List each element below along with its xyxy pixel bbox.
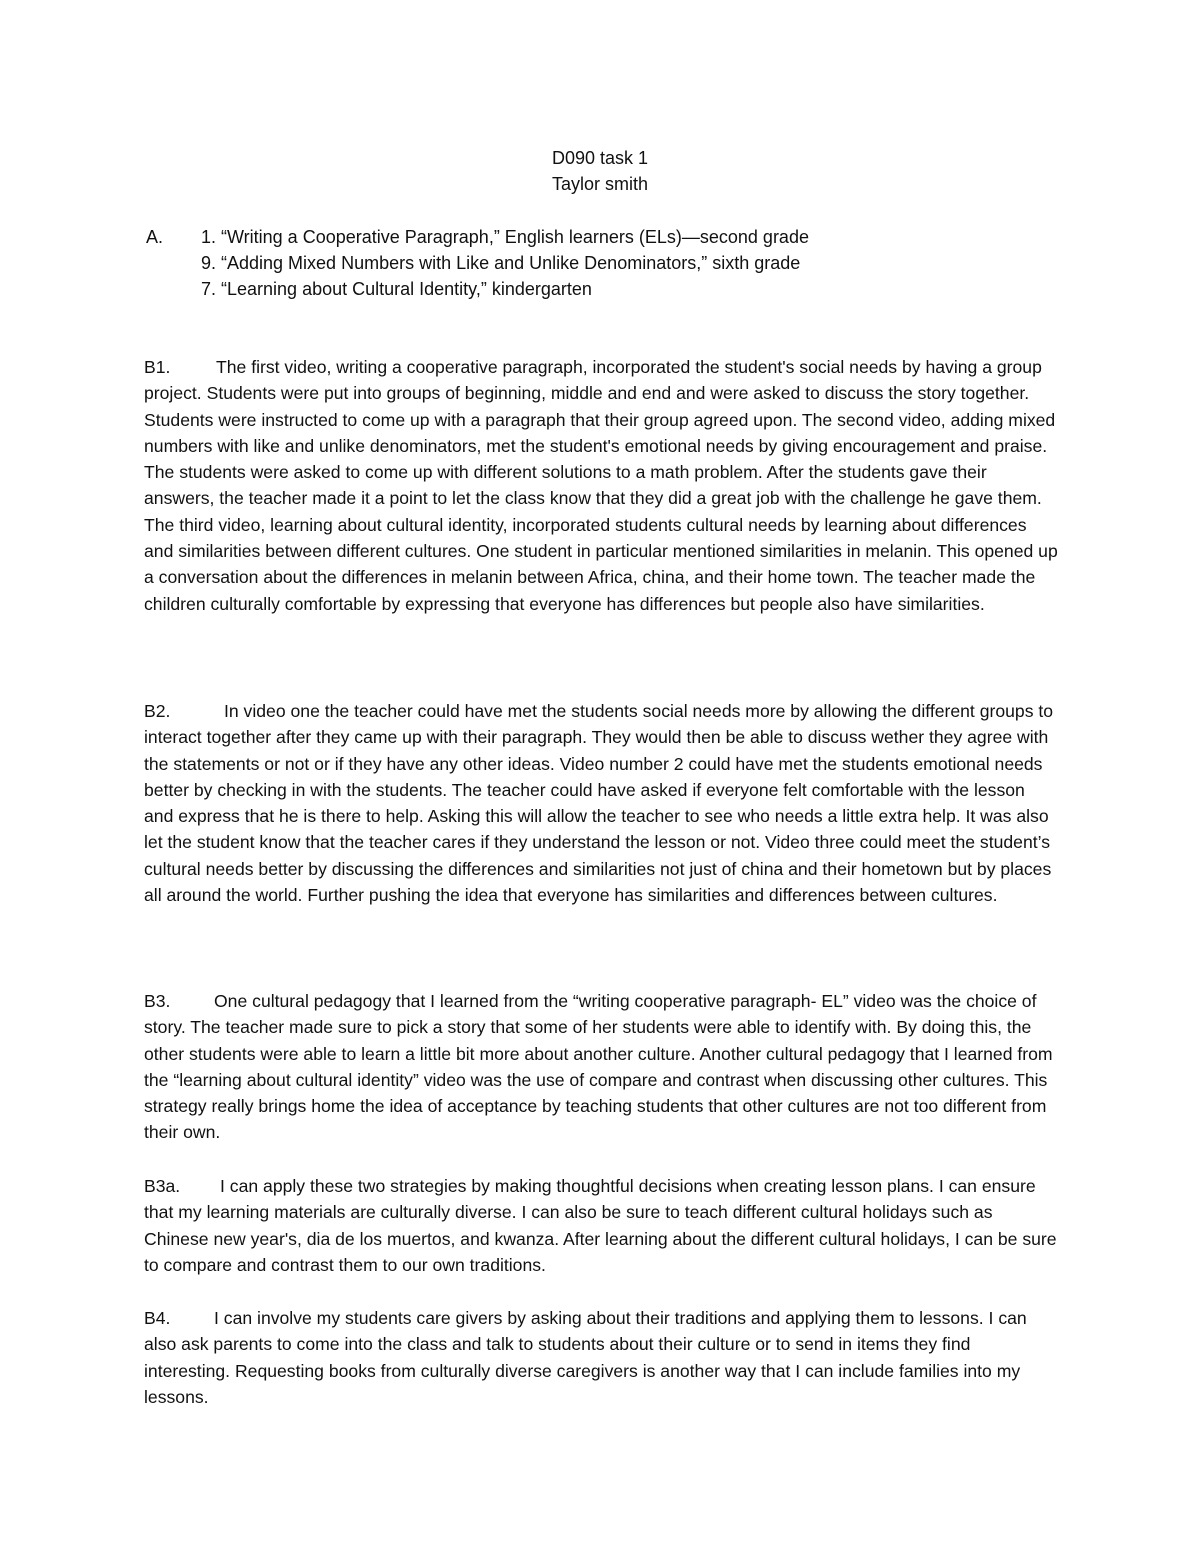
list-item: 9. “Adding Mixed Numbers with Like and Unlike Denominators,” sixth grade bbox=[201, 253, 801, 273]
section-text: I can apply these two strategies by making thoughtful decisions when creating lesson plans. I can ensure that my learning materials are culturally diverse. I can also be sure to teach different cultural holidays such as Chinese new year's, dia de los muertos, and kwanza. After learning about the different cultural holidays, I can be sure to compare and contrast them to our own traditions. bbox=[144, 1176, 1057, 1275]
section-label: B3. bbox=[144, 991, 171, 1011]
section-label: B4. bbox=[144, 1308, 171, 1328]
section-text: I can involve my students care givers by asking about their traditions and applying them to lessons. I can also ask parents to come into the class and talk to students about their culture or to send in items they find interesting. Requesting books from culturally diverse caregivers is another way that I can include families into my lessons. bbox=[144, 1308, 1027, 1407]
document-title: D090 task 1 bbox=[551, 148, 649, 168]
section-a-items bbox=[201, 224, 1061, 302]
section-b2-paragraph bbox=[144, 698, 1059, 908]
section-text: The first video, writing a cooperative paragraph, incorporated the student's social needs by having a group project. Students were put into groups of beginning, middle and end and were asked to discuss the story together. Students were instructed to come up with a paragraph that their group agreed upon. The second video, adding mixed numbers with like and unlike denominators, met the student's emotional needs by giving encouragement and praise. The students were asked to come up with different solutions to a math problem. After the students gave their answers, the teacher made it a point to let the class know that they did a great job with the challenge he gave them. The third video, learning about cultural identity, incorporated students cultural needs by learning about differences and similarities between different cultures. One student in particular mentioned similarities in melanin. This opened up a conversation about the differences in melanin between Africa, china, and their home town. The teacher made the children culturally comfortable by expressing that everyone has differences but people also have similarities. bbox=[144, 357, 1058, 614]
section-a-marker: A. bbox=[146, 227, 164, 247]
section-label: B2. bbox=[144, 701, 171, 721]
section-b3-paragraph bbox=[144, 988, 1059, 1146]
list-item: 1. “Writing a Cooperative Paragraph,” English learners (ELs)—second grade bbox=[201, 227, 809, 247]
section-label: B1. bbox=[144, 357, 171, 377]
section-label: B3a. bbox=[144, 1176, 181, 1196]
document-author: Taylor smith bbox=[551, 174, 649, 194]
section-b1-paragraph bbox=[144, 354, 1059, 617]
section-b4-paragraph bbox=[144, 1305, 1059, 1410]
list-item: 7. “Learning about Cultural Identity,” kindergarten bbox=[201, 279, 592, 299]
section-text: One cultural pedagogy that I learned from the “writing cooperative paragraph- EL” video was the choice of story. The teacher made sure to pick a story that some of her students were able to identify with. By doing this, the other students were able to learn a little bit more about another culture. Another cultural pedagogy that I learned from the “learning about cultural identity” video was the use of compare and contrast when discussing other cultures. This strategy really brings home the idea of acceptance by teaching students that other cultures are not too different from their own. bbox=[144, 991, 1053, 1143]
section-text: In video one the teacher could have met the students social needs more by allowing the different groups to interact together after they came up with their paragraph. They would then be able to discuss wether they agree with the statements or not or if they have any other ideas. Video number 2 could have met the students emotional needs better by checking in with the students. The teacher could have asked if everyone felt comfortable with the lesson and express that he is there to help. Asking this will allow the teacher to see who needs a little extra help. It was also let the student know that the teacher cares if they understand the lesson or not. Video three could meet the student’s cultural needs better by discussing the differences and similarities not just of china and their hometown but by places all around the world. Further pushing the idea that everyone has similarities and differences between cultures. bbox=[144, 701, 1054, 906]
section-b3a-paragraph bbox=[144, 1173, 1059, 1278]
